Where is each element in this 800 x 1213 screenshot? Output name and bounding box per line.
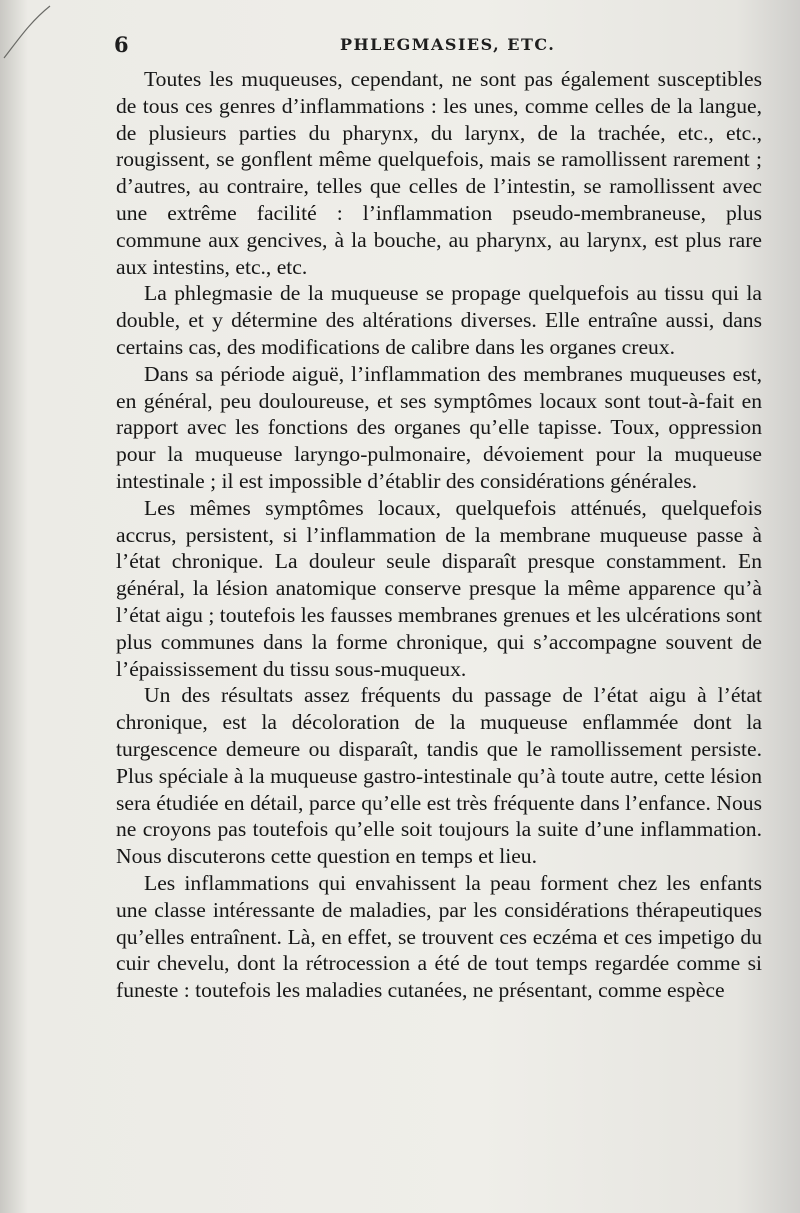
paragraph: Les mêmes symptômes locaux, quelquefois atténués, quelquefois accrus, persistent, si l’inflammation de la membrane muqueuse passe à l’état chronique. La douleur seule disparaît presque constamment. En général, la lésion anatomique conserve presque la même apparence qu’à l’état aigu ; toutefois les fausses membranes grenues et les ulcérations sont plus communes dans la forme chronique, qui s’accompagne souvent de l’épaississement du tissu sous-muqueux. xyxy=(116,495,762,681)
paragraph: Un des résultats assez fréquents du passage de l’état aigu à l’état chronique, est la décoloration de la muqueuse enflammée dont la turgescence demeure ou disparaît, tandis que le ramollissement persiste. Plus spéciale à la muqueuse gastro-intestinale qu’à toute autre, cette lésion sera étudiée en détail, parce qu’elle est très fréquente dans l’enfance. Nous ne croyons pas toutefois qu’elle soit toujours la suite d’une inflammation. Nous discuterons cette question en temps et lieu. xyxy=(116,683,762,869)
paragraph: Dans sa période aiguë, l’inflammation des membranes muqueuses est, en général, peu douloureuse, et ses symptômes locaux sont tout-à-fait en rapport avec les fonctions des organes qu’elle tapisse. Toux, oppression pour la muqueuse laryngo-pulmonaire, dévoiement pour la muqueuse intestinale ; il est impossible d’établir des considérations générales. xyxy=(116,361,762,493)
running-head: PHLEGMASIES, ETC. xyxy=(340,35,556,54)
page-number: 6 xyxy=(114,32,129,57)
page-header xyxy=(0,28,800,60)
paragraph: La phlegmasie de la muqueuse se propage quelquefois au tissu qui la double, et y détermine des altérations diverses. Elle entraîne aussi, dans certains cas, des modifications de calibre dans les organes creux. xyxy=(116,281,762,359)
paragraph: Toutes les muqueuses, cependant, ne sont pas également susceptibles de tous ces genres d’inflammations : les unes, comme celles de la langue, de plusieurs parties du pharynx, du larynx, de la trachée, etc., etc., rougissent, se gonflent même quelquefois, mais se ramollissent rarement ; d’autres, au contraire, telles que celles de l’intestin, se ramollissent avec une extrême facilité : l’inflammation pseudo-membraneuse, plus commune aux gencives, à la bouche, au pharynx, au larynx, est plus rare aux intestins, etc., etc. xyxy=(116,67,762,279)
body-text xyxy=(116,66,762,1004)
paragraph: Les inflammations qui envahissent la peau forment chez les enfants une classe intéressante de maladies, par les considérations thérapeutiques qu’elles entraînent. Là, en effet, se trouvent ces eczéma et ces impetigo du cuir chevelu, dont la rétrocession a été de tout temps regardée comme si funeste : toutefois les maladies cutanées, ne présentant, comme espèce xyxy=(116,870,762,1003)
